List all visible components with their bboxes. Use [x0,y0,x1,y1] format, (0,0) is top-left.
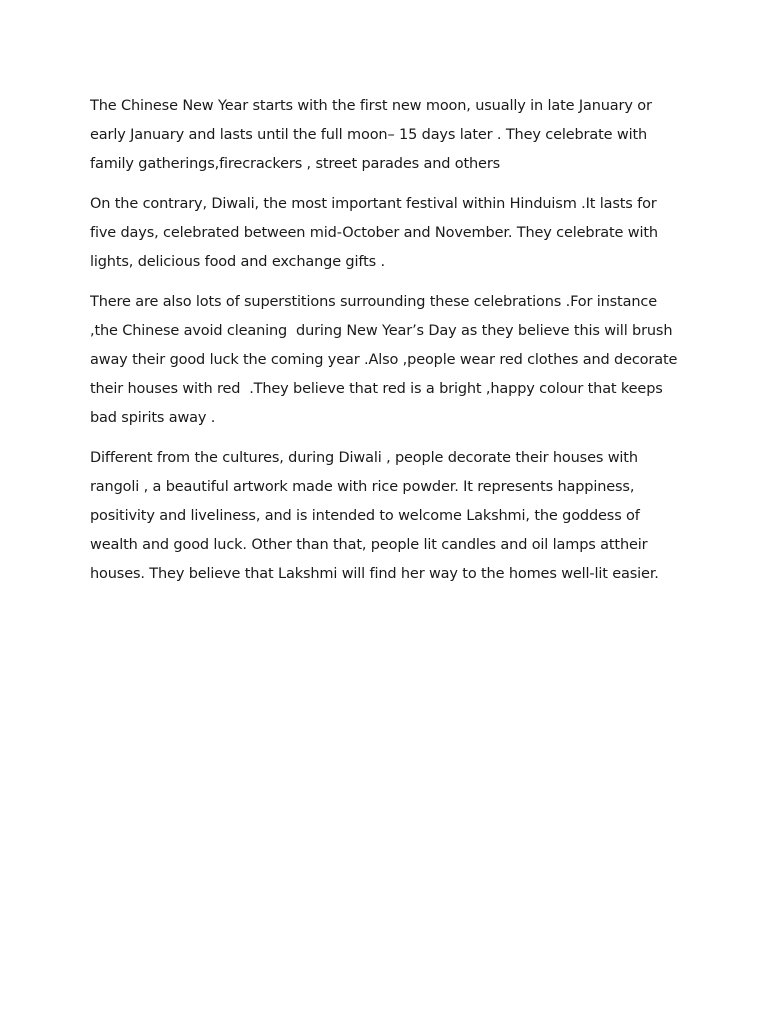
document-body [90,92,680,600]
paragraph-diwali: On the contrary, Diwali, the most important festival within Hinduism .It lasts for five days, celebrated between mid-October and November. They celebrate with lights, delicious food and exchange gifts . [90,196,663,270]
paragraph-superstitions: There are also lots of superstitions surrounding these celebrations .For instance ,the Chinese avoid cleaning during New Year’s Day as they believe this will brush away their good luck the coming year .Also ,people wear red clothes and decorate their houses with red .They believe that red is a bright ,happy colour that keeps bad spirits away . [90,294,682,426]
paragraph-chinese-new-year: The Chinese New Year starts with the first new moon, usually in late January or early January and lasts until the full moon– 15 days later . They celebrate with family gatherings,firecrackers , street parades and others [90,98,657,172]
paragraph-rangoli: Different from the cultures, during Diwali , people decorate their houses with rangoli , a beautiful artwork made with rice powder. It represents happiness, positivity and liveliness, and is intended to welcome Lakshmi, the goddess of wealth and good luck. Other than that, people lit candles and oil lamps attheir houses. They believe that Lakshmi will find her way to the homes well-lit easier. [90,450,659,582]
